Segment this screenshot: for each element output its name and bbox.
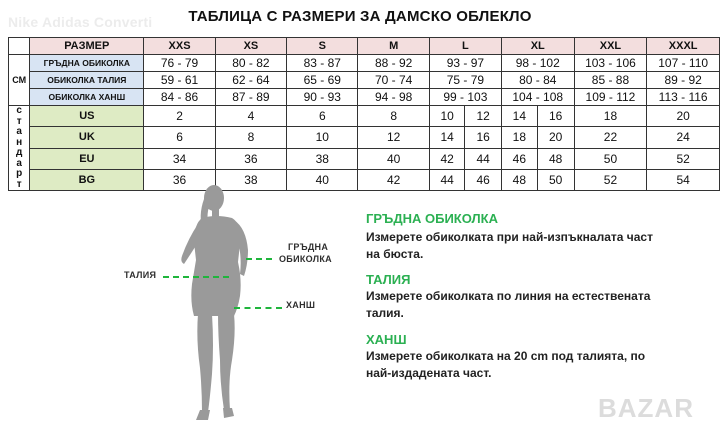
table-row — [9, 106, 720, 127]
table-cell: 44 — [465, 148, 501, 169]
table-cell: 65 - 69 — [287, 72, 358, 89]
size-header-label: РАЗМЕР — [30, 38, 144, 55]
table-cell: 16 — [537, 106, 574, 127]
row-label-us: US — [30, 106, 144, 127]
table-cell: 16 — [465, 127, 501, 148]
table-header-row — [9, 38, 720, 55]
table-cell: 104 - 108 — [501, 89, 574, 106]
table-cell: 2 — [144, 106, 215, 127]
bust-dashed-line — [246, 258, 272, 260]
table-cell: 20 — [537, 127, 574, 148]
table-corner — [9, 38, 30, 55]
row-label-eu: EU — [30, 148, 144, 169]
table-cell: 52 — [647, 148, 720, 169]
watermark-text: Nike Adidas Converti — [8, 14, 153, 30]
waist-dashed-line — [163, 276, 229, 278]
table-cell: 18 — [574, 106, 647, 127]
table-cell: 44 — [429, 169, 465, 190]
table-cell: 80 - 84 — [501, 72, 574, 89]
table-cell: 62 - 64 — [215, 72, 286, 89]
size-header-xl: XL — [501, 38, 574, 55]
table-cell: 83 - 87 — [287, 55, 358, 72]
bust-label-line2: ОБИКОЛКА — [279, 254, 332, 264]
table-cell: 34 — [144, 148, 215, 169]
table-cell: 70 - 74 — [358, 72, 429, 89]
page-title: ТАБЛИЦА С РАЗМЕРИ ЗА ДАМСКО ОБЛЕКЛО — [188, 8, 532, 25]
table-cell: 14 — [429, 127, 465, 148]
table-cell: 42 — [429, 148, 465, 169]
table-cell: 59 - 61 — [144, 72, 215, 89]
table-row — [9, 55, 720, 72]
table-cell: 24 — [647, 127, 720, 148]
table-cell: 46 — [465, 169, 501, 190]
bust-description: Измерете обиколката при най-изпъкналата част на бюста. — [366, 230, 653, 261]
row-label-hips: ОБИКОЛКА ХАНШ — [30, 89, 144, 106]
table-cell: 94 - 98 — [358, 89, 429, 106]
bust-label-line1: ГРЪДНА — [288, 242, 329, 252]
table-cell: 107 - 110 — [647, 55, 720, 72]
standard-group-label — [9, 106, 30, 191]
size-header-xs: XS — [215, 38, 286, 55]
table-cell: 22 — [574, 127, 647, 148]
table-cell: 90 - 93 — [287, 89, 358, 106]
table-cell: 88 - 92 — [358, 55, 429, 72]
table-row — [9, 148, 720, 169]
table-row — [9, 72, 720, 89]
size-header-l: L — [429, 38, 501, 55]
table-row — [9, 89, 720, 106]
table-cell: 54 — [647, 169, 720, 190]
table-cell: 36 — [215, 148, 286, 169]
size-chart-table — [8, 37, 720, 191]
table-cell: 89 - 92 — [647, 72, 720, 89]
table-row — [9, 169, 720, 190]
table-cell: 8 — [358, 106, 429, 127]
table-cell: 4 — [215, 106, 286, 127]
table-cell: 6 — [144, 127, 215, 148]
hips-heading: ХАНШ — [366, 332, 407, 347]
waist-label: ТАЛИЯ — [124, 270, 157, 280]
table-cell: 84 - 86 — [144, 89, 215, 106]
table-cell: 40 — [358, 148, 429, 169]
waist-heading: ТАЛИЯ — [366, 272, 411, 287]
table-cell: 98 - 102 — [501, 55, 574, 72]
size-header-xxs: XXS — [144, 38, 215, 55]
table-cell: 38 — [215, 169, 286, 190]
table-cell: 10 — [287, 127, 358, 148]
size-header-s: S — [287, 38, 358, 55]
table-cell: 12 — [465, 106, 501, 127]
row-label-bust: ГРЪДНА ОБИКОЛКА — [30, 55, 144, 72]
table-cell: 99 - 103 — [429, 89, 501, 106]
hips-description: Измерете обиколката на 20 cm под талията, по най-издадената част. — [366, 349, 646, 380]
bazar-watermark: BAZAR — [598, 393, 694, 423]
standard-group-text: с т а н д а р т — [15, 105, 23, 190]
size-header-xxl: XXL — [574, 38, 647, 55]
table-cell: 36 — [144, 169, 215, 190]
table-cell: 103 - 106 — [574, 55, 647, 72]
table-cell: 93 - 97 — [429, 55, 501, 72]
woman-silhouette-image — [168, 184, 278, 424]
table-row — [9, 127, 720, 148]
table-cell: 40 — [287, 169, 358, 190]
table-cell: 12 — [358, 127, 429, 148]
table-cell: 48 — [501, 169, 537, 190]
row-label-uk: UK — [30, 127, 144, 148]
table-cell: 10 — [429, 106, 465, 127]
table-cell: 18 — [501, 127, 537, 148]
size-header-xxxl: XXXL — [647, 38, 720, 55]
table-cell: 14 — [501, 106, 537, 127]
table-cell: 38 — [287, 148, 358, 169]
table-cell: 75 - 79 — [429, 72, 501, 89]
table-cell: 50 — [537, 169, 574, 190]
table-cell: 6 — [287, 106, 358, 127]
table-cell: 8 — [215, 127, 286, 148]
row-label-bg: BG — [30, 169, 144, 190]
table-cell: 87 - 89 — [215, 89, 286, 106]
hips-label: ХАНШ — [286, 300, 316, 310]
table-cell: 48 — [537, 148, 574, 169]
table-cell: 85 - 88 — [574, 72, 647, 89]
table-cell: 80 - 82 — [215, 55, 286, 72]
size-header-m: M — [358, 38, 429, 55]
bust-heading: ГРЪДНА ОБИКОЛКА — [366, 211, 498, 226]
cm-group-label: СМ — [9, 55, 30, 106]
waist-description: Измерете обиколката по линия на естествената талия. — [366, 289, 651, 320]
table-cell: 52 — [574, 169, 647, 190]
hips-dashed-line — [234, 307, 282, 309]
table-cell: 113 - 116 — [647, 89, 720, 106]
table-cell: 46 — [501, 148, 537, 169]
table-cell: 42 — [358, 169, 429, 190]
table-cell: 50 — [574, 148, 647, 169]
table-cell: 20 — [647, 106, 720, 127]
row-label-waist: ОБИКОЛКА ТАЛИЯ — [30, 72, 144, 89]
table-cell: 76 - 79 — [144, 55, 215, 72]
table-cell: 109 - 112 — [574, 89, 647, 106]
